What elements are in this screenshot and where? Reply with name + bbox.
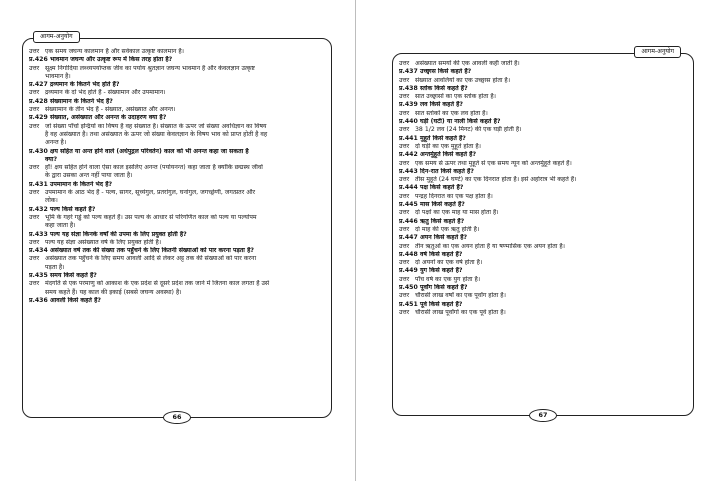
left-page: [22, 33, 332, 421]
question-text: प्र.442 अन्तर्मुहूर्त किसे कहते हैं?: [399, 151, 477, 159]
answer-label: उत्तर: [399, 225, 410, 233]
right-page-body: [399, 60, 687, 317]
question-heading: [29, 272, 325, 280]
question-heading: [399, 135, 687, 143]
answer-block: [29, 239, 325, 247]
answer-label: उत्तर: [399, 176, 410, 184]
question-text: प्र.426 भावमान जघन्य और उत्कृष्ट रूप में किस तरह होता है?: [29, 56, 173, 64]
answer-text: संख्यामान के तीन भेद हैं - संख्यात, असंख्यात और अनन्त।: [45, 106, 176, 114]
answer-block: [29, 214, 325, 231]
question-heading: [29, 231, 325, 239]
answer-label: उत्तर: [29, 106, 40, 114]
answer-label: उत्तर: [29, 280, 40, 288]
question-heading: [399, 267, 687, 275]
answer-label: उत्तर: [29, 255, 40, 263]
question-text: प्र.437 उच्छ्वास किसे कहते हैं?: [399, 68, 472, 76]
answer-block: [29, 189, 325, 206]
question-heading: [399, 251, 687, 259]
question-text: प्र.446 ऋतु किसे कहते हैं?: [399, 217, 465, 225]
right-page: [392, 48, 694, 419]
answer-block: [29, 123, 325, 148]
question-heading: [399, 168, 687, 176]
answer-text: भूमि के गहरे गड्ढे को पल्य कहते हैं। उस पल्य के आधार से परिगणित काल को पल्य या पल्योपम: [45, 213, 257, 221]
answer-text: दो अयनों का एक वर्ष होता है।: [415, 259, 483, 267]
question-heading: [399, 201, 687, 209]
left-page-number: 66: [163, 411, 191, 424]
book-gutter: [355, 0, 356, 481]
answer-text-continued: के द्वारा उसका अन्त नहीं पाया जाता है।: [45, 172, 133, 180]
question-heading: [29, 206, 325, 214]
question-heading: [399, 68, 687, 76]
answer-label: उत्तर: [399, 308, 410, 316]
answer-block: [399, 160, 687, 168]
question-text: प्र.435 समय किसे कहते हैं?: [29, 272, 97, 280]
question-heading: [399, 151, 687, 159]
answer-block: [29, 48, 325, 56]
right-running-head: आगम-अनुयोग: [634, 46, 681, 58]
answer-text-continued: है वह असंख्यात है। तथा असंख्यात के ऊपर जो संख्या केवलज्ञान के विषय भाव को प्राप्त होती है वह: [45, 130, 268, 138]
answer-label: उत्तर: [399, 93, 410, 101]
answer-label: उत्तर: [399, 60, 410, 67]
answer-block: [399, 143, 687, 151]
answer-block: [29, 106, 325, 114]
answer-text: पन्द्रह दिनरात का एक पक्ष होता है।: [415, 192, 493, 200]
question-text: प्र.438 स्तोक किसे कहते हैं?: [399, 84, 468, 92]
answer-text: तीन ऋतुओं का एक अयन होता है या षण्मासिक एक अयन होता है।: [415, 242, 565, 250]
question-text: प्र.434 असंख्यात वर्ष तक की संख्या तक पहुँचने के लिए कितनी संख्याओं को पार करना पड़ता है?: [29, 247, 254, 255]
question-heading: [399, 218, 687, 226]
answer-text: दो माह की एक ऋतु होती है।: [415, 225, 480, 233]
question-text: प्र.450 पूर्वांग किसे कहते हैं?: [399, 284, 468, 292]
answer-label: उत्तर: [399, 76, 410, 84]
answer-text: सात स्तोकों का एक लव होता है।: [415, 109, 488, 117]
answer-label: उत्तर: [399, 142, 410, 150]
answer-block: [399, 226, 687, 234]
answer-block: [29, 280, 325, 297]
question-heading: [29, 148, 325, 165]
answer-block: [399, 77, 687, 85]
answer-block: [399, 126, 687, 134]
answer-block: [399, 176, 687, 184]
answer-text: सूक्ष्म निगोदिया लब्ध्यपर्याप्तक जीव का पर्याय श्रुतज्ञान जघन्य भावमान है और केवलज्ञान उत्कृष्ट: [45, 64, 255, 72]
answer-label: उत्तर: [29, 238, 40, 246]
answer-text-continued: अनन्त है।: [45, 139, 67, 147]
question-text: प्र.447 अयन किसे कहते हैं?: [399, 234, 468, 242]
question-text: प्र.430 क्षय सहित या अन्त होने वाले (अर्धपुद्गल परिवर्तन) काल को भी अनन्त कहा जा सकता है: [29, 147, 249, 155]
answer-text-continued: कहा जाता है।: [45, 222, 76, 230]
question-text: प्र.439 लव किसे कहते हैं?: [399, 101, 464, 109]
question-heading: [29, 98, 325, 106]
answer-text-continued: लोक।: [45, 197, 58, 205]
question-text: प्र.428 संख्यामान के कितने भेद हैं?: [29, 97, 113, 105]
question-text: प्र.433 पल्य यह संज्ञा किनके वर्षों की उपमा के लिए प्रयुक्त होती है?: [29, 230, 187, 238]
answer-text: असंख्यात समयों की एक आवली कही जाती है।: [415, 60, 520, 67]
question-heading: [399, 101, 687, 109]
answer-label: उत्तर: [399, 192, 410, 200]
answer-text: मंदगति से एक परमाणु को आकाश के एक प्रदेश से दूसरे प्रदेश तक जाने में जितना काल लगता है उसे: [45, 280, 270, 288]
answer-block: [399, 110, 687, 118]
question-text: प्र.440 घड़ी (घटी) या नाली किसे कहते हैं?: [399, 118, 501, 126]
question-text: प्र.444 पक्ष किसे कहते हैं?: [399, 184, 464, 192]
question-text: प्र.436 आवली किसे कहते हैं?: [29, 296, 101, 304]
answer-label: उत्तर: [29, 89, 40, 97]
answer-text: पाँच वर्ष का एक युग होता है।: [415, 275, 481, 283]
question-text-continued: क्या?: [45, 155, 58, 163]
answer-text: सात उच्छ्वासों का एक स्तोक होता है।: [415, 93, 496, 101]
question-heading: [29, 81, 325, 89]
answer-block: [399, 93, 687, 101]
left-running-head: आगम-अनुयोग: [33, 31, 80, 43]
question-heading: [399, 184, 687, 192]
question-text: प्र.449 युग किसे कहते हैं?: [399, 267, 463, 275]
question-heading: [399, 85, 687, 93]
answer-text: असंख्यात तक पहुँचने के लिए समय आवली आदि से लेकर अट्ट तक की संख्याओं को पार करना: [45, 255, 257, 263]
answer-text: जो संख्या पाँचों इन्द्रियों का विषय है वह संख्यात है। संख्यात के ऊपर जो संख्या अवधिज्ञान का विषय: [45, 122, 267, 130]
question-heading: [399, 118, 687, 126]
answer-label: उत्तर: [29, 189, 40, 197]
answer-block: [29, 65, 325, 82]
answer-text-continued: भावमान है।: [45, 72, 71, 80]
question-heading: [399, 284, 687, 292]
answer-text: चौरासी लाख पूर्वांगों का एक पूर्व होता है।: [415, 308, 506, 316]
answer-block: [399, 193, 687, 201]
answer-label: उत्तर: [29, 164, 40, 172]
question-text: प्र.432 पल्य किसे कहते हैं?: [29, 205, 96, 213]
answer-label: उत्तर: [399, 292, 410, 300]
answer-text: चौरासी लाख वर्षों का एक पूर्वांग होता है।: [415, 292, 506, 300]
answer-block: [399, 60, 687, 68]
question-heading: [29, 247, 325, 255]
question-heading: [399, 301, 687, 309]
answer-label: उत्तर: [29, 48, 40, 55]
answer-label: उत्तर: [29, 64, 40, 72]
question-heading: [29, 181, 325, 189]
answer-text: एक समय जघन्य कालमान है और सर्वकाल उत्कृष्ट कालमान है।: [45, 48, 184, 55]
answer-label: उत्तर: [399, 109, 410, 117]
question-text: प्र.443 दिन-रात किसे कहते हैं?: [399, 167, 474, 175]
answer-label: उत्तर: [399, 159, 410, 167]
answer-label: उत्तर: [29, 122, 40, 130]
answer-text: उपमामान के आठ भेद हैं - पल्य, सागर, सूच्यंगुल, प्रतरांगुल, घनांगुल, जगच्छ्रेणी, जगत्प्रतर और: [45, 189, 256, 197]
question-text: प्र.448 वर्ष किसे कहते हैं?: [399, 250, 463, 258]
answer-block: [399, 292, 687, 300]
answer-label: उत्तर: [399, 209, 410, 217]
answer-text: तीस मुहूर्त (24 घण्टे) का एक दिनरात होता है। इसे अहोरात्र भी कहते हैं।: [415, 176, 577, 184]
question-text: प्र.441 मुहूर्त किसे कहते हैं?: [399, 134, 466, 142]
right-page-number: 67: [529, 409, 557, 422]
answer-block: [399, 259, 687, 267]
question-text: प्र.451 पूर्व किसे कहते हैं?: [399, 300, 463, 308]
answer-text: दो पक्षों का एक माह या मास होता है।: [415, 209, 499, 217]
question-text: प्र.445 मास किसे कहते हैं?: [399, 201, 465, 209]
question-heading: [29, 114, 325, 122]
answer-label: उत्तर: [399, 259, 410, 267]
question-heading: [29, 297, 325, 305]
answer-text: एक समय से ऊपर तथा मुहूर्त से एक समय न्यून को अन्तर्मुहूर्त कहते हैं।: [415, 159, 572, 167]
answer-block: [399, 309, 687, 317]
answer-text-continued: पड़ता है।: [45, 263, 65, 271]
answer-block: [29, 255, 325, 272]
answer-label: उत्तर: [399, 126, 410, 134]
answer-label: उत्तर: [399, 242, 410, 250]
answer-text: द्रव्यमान के दो भेद होते हैं - संख्यामान और उपमामान।: [45, 89, 166, 97]
answer-block: [29, 164, 325, 181]
question-text: प्र.427 द्रव्यमान के कितने भेद होते हैं?: [29, 81, 120, 89]
answer-text-continued: समय कहते हैं। यह काल की इकाई (सबसे जघन्य अवस्था) है।: [45, 288, 182, 296]
answer-text: संख्यात आवलियों का एक उच्छ्वास होता है।: [415, 76, 511, 84]
question-text: प्र.431 उपमामान के कितने भेद हैं?: [29, 180, 113, 188]
left-page-body: [29, 48, 325, 305]
answer-text: दो घड़ी का एक मुहूर्त होता है।: [415, 142, 481, 150]
answer-block: [399, 276, 687, 284]
answer-text: 38 1/2 लव (24 मिनट) की एक घड़ी होती है।: [415, 126, 522, 134]
answer-block: [399, 243, 687, 251]
answer-text: पल्य यह संज्ञा असंख्यात वर्ष के लिए प्रयुक्त होती है।: [45, 238, 162, 246]
question-text: प्र.429 संख्यात, असंख्यात और अनन्त के उदाहरण क्या है?: [29, 114, 167, 122]
answer-label: उत्तर: [29, 213, 40, 221]
question-heading: [399, 234, 687, 242]
answer-label: उत्तर: [399, 275, 410, 283]
answer-text: हाँ! क्षय सहित होने वाला ऐसा काल इसलिए अनन्त (पर्यायनन्त) कहा जाता है क्योंकि छद्मस्थ जीवों: [45, 164, 263, 172]
answer-block: [29, 89, 325, 97]
answer-block: [399, 209, 687, 217]
question-heading: [29, 56, 325, 64]
